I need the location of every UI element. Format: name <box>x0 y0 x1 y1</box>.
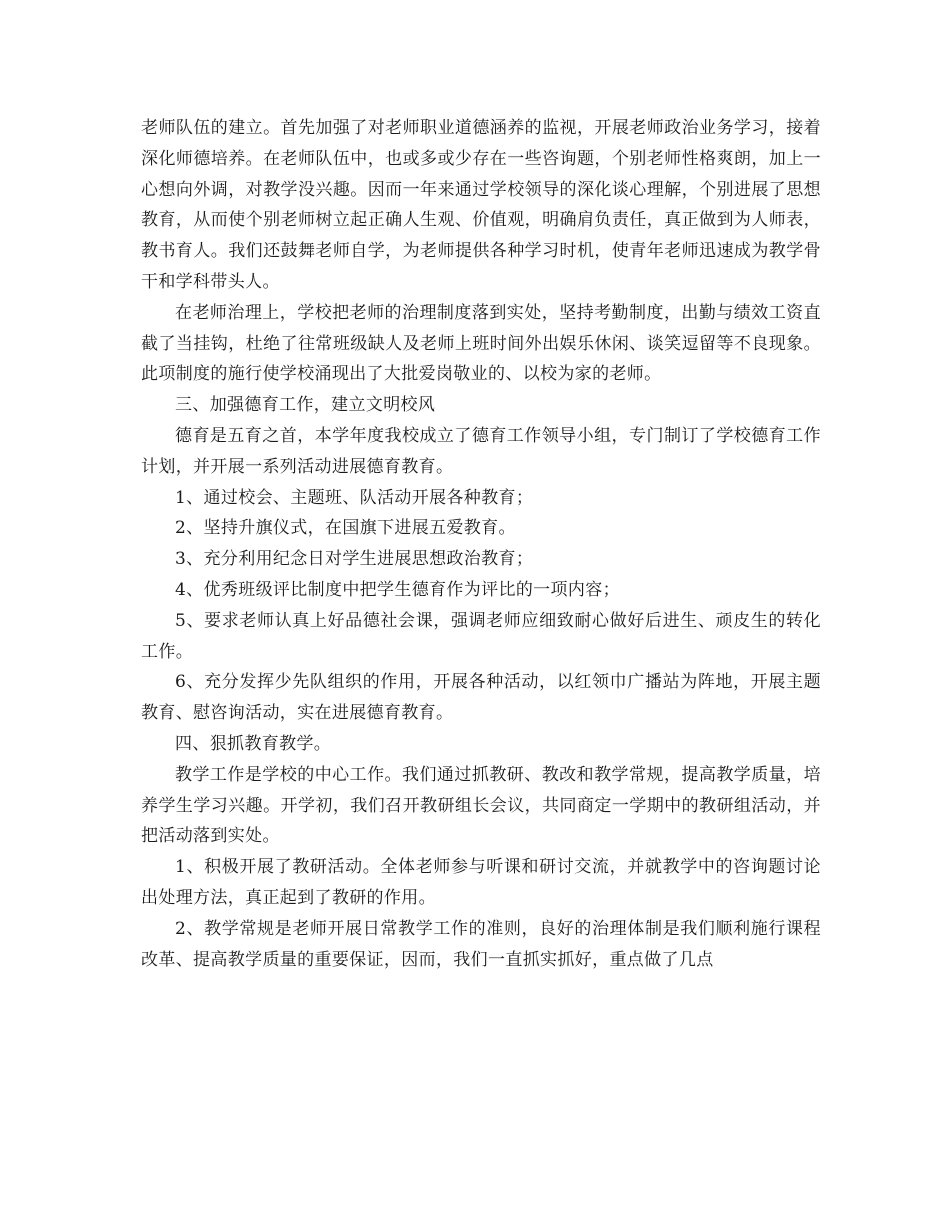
list-item-moral-4: 4、优秀班级评比制度中把学生德育作为评比的一项内容； <box>175 579 620 600</box>
list-item-moral-5: 5、要求老师认真上好品德社会课，强调老师应细致耐心做好后进生、顽皮生的转化工作。 <box>141 610 821 662</box>
section-heading-moral-education: 三、加强德育工作，建立文明校风 <box>175 395 436 416</box>
paragraph-teaching-intro: 教学工作是学校的中心工作。我们通过抓教研、教改和教学常规，提高教学质量，培养学生学习兴趣。开学初，我们召开教研组长会议，共同商定一学期中的教研组活动，并把活动落到实处。 <box>141 764 821 847</box>
section-heading-teaching: 四、狠抓教育教学。 <box>175 733 332 754</box>
paragraph-teacher-management: 在老师治理上，学校把老师的治理制度落到实处，坚持考勤制度，出勤与绩效工资直截了当挂钩，杜绝了往常班级缺人及老师上班时间外出娱乐休闲、谈笑逗留等不良现象。此项制度的施行使学校涌现出了大批爱岗敬业的、以校为家的老师。 <box>141 302 821 385</box>
paragraph-teacher-team: 老师队伍的建立。首先加强了对老师职业道德涵养的监视，开展老师政治业务学习，接着深化师德培养。在老师队伍中，也或多或少存在一些咨询题，个别老师性格爽朗，加上一心想向外调，对教学没兴趣。因而一年来通过学校领导的深化谈心理解，个别进展了思想教育，从而使个别老师树立起正确人生观、价值观，明确肩负责任，真正做到为人师表，教书育人。我们还鼓舞老师自学，为老师提供各种学习时机，使青年老师迅速成为教学骨干和学科带头人。 <box>141 118 821 292</box>
paragraph-moral-education-intro: 德育是五育之首，本学年度我校成立了德育工作领导小组，专门制订了学校德育工作计划，并开展一系列活动进展德育教育。 <box>141 425 821 477</box>
list-item-moral-3: 3、充分利用纪念日对学生进展思想政治教育； <box>175 549 534 570</box>
list-item-moral-2: 2、坚持升旗仪式，在国旗下进展五爱教育。 <box>175 518 516 539</box>
list-item-moral-6: 6、充分发挥少先队组织的作用，开展各种活动，以红领巾广播站为阵地，开展主题教育、慰咨询活动，实在进展德育教育。 <box>141 672 821 724</box>
document-body <box>141 113 821 975</box>
list-item-moral-1: 1、通过校会、主题班、队活动开展各种教育； <box>175 487 534 508</box>
list-item-teaching-1: 1、积极开展了教研活动。全体老师参与听课和研讨交流，并就教学中的咨询题讨论出处理方法，真正起到了教研的作用。 <box>141 857 821 908</box>
list-item-teaching-2: 2、教学常规是老师开展日常教学工作的准则，良好的治理体制是我们顺利施行课程改革、提高教学质量的重要保证，因而，我们一直抓实抓好，重点做了几点 <box>141 918 821 970</box>
